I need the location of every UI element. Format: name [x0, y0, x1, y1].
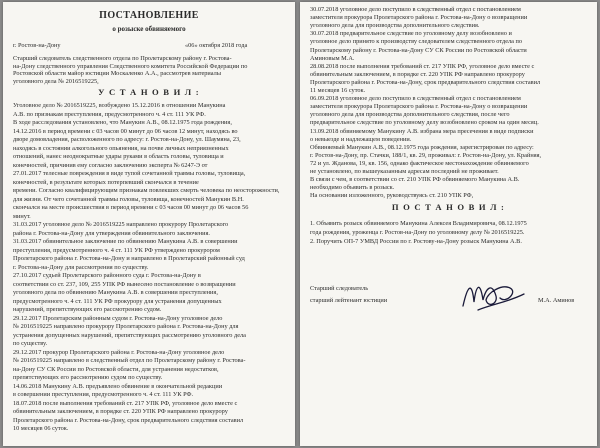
text-line: 27.10.2017 судьей Пролетарского районного суда г. Ростова-на-Дону в	[13, 272, 201, 279]
text-line: заместителя прокурора Пролетарского района г. Ростова-на-Дону о возвращении	[310, 14, 528, 22]
text-line: заместителя прокурора Пролетарского района г. Ростова-на-Дону о возвращении	[310, 103, 528, 111]
signature-role-1: Старший следователь	[310, 285, 369, 292]
text-line: 1. Объявить розыск обвиняемого Манукина Алексея Владимировича, 08.12.1975	[310, 220, 527, 227]
text-line: скончался на месте происшествия в период времени с 03 часов 00 минут до 06 часов 56	[13, 204, 249, 211]
text-line: предварительное следствие по уголовному делу возобновлено сроком на один месяц.	[310, 119, 539, 127]
text-line: 10 месяцев 06 суток.	[13, 425, 69, 432]
document-title: ПОСТАНОВЛЕНИЕ	[99, 10, 199, 21]
text-line: 28.08.2018 после выполнения требований ст. 217 УПК РФ, уголовное дело вместе с	[310, 62, 535, 70]
text-line: 18.07.2018 после выполнения требований ст. 217 УПК РФ, уголовное дело вместе с	[13, 399, 238, 407]
text-line: года рождения, уроженца г. Ростов-на-Дону по уголовному делу № 2016519225.	[310, 228, 525, 236]
text-line: А.В. по признакам преступления, предусмотренного ч. 4 ст. 111 УК РФ.	[13, 110, 206, 118]
text-line: 13.09.2018 обвиняемому Манукину А.В. избрана мера пресечения в виде подписки	[310, 127, 534, 135]
signature-role-2: старший лейтенант юстиции	[310, 297, 388, 304]
text-line: дворе домовладения, расположенного по адресу: г. Ростов-на-Дону, ул. Шаумяна, 23,	[13, 136, 241, 143]
left-page	[3, 2, 295, 446]
handwritten-signature	[458, 274, 528, 314]
text-line: преступления, предусмотренного ч. 4 ст. 111 УК РФ утверждено прокурором	[13, 246, 220, 254]
text-line: Аминовым М.А.	[310, 54, 355, 62]
document-date: «06» октября 2018 года	[185, 42, 248, 49]
text-line: 14.06.2018 Манукину А.В. предъявлено обвинение в окончательной редакции	[13, 382, 223, 390]
text-line: минут.	[13, 212, 31, 220]
ustanovil-heading: У С Т А Н О В И Л :	[98, 87, 200, 97]
text-line: Старший следователь следственного отдела по Пролетарскому району г. Ростова-	[13, 55, 232, 62]
text-line: 31.03.2017 обвинительное заключение по обвинению Манукина А.В. в совершении	[13, 238, 238, 245]
text-line: Пролетарскому району г. Ростова-на-Дону СУ СК России по Ростовской области	[310, 46, 527, 54]
text-line: обвинительным заключением, в порядке ст. 220 УПК РФ направлено прокурору	[310, 70, 525, 78]
text-line: 14.12.2016 в период времени с 03 часов 00 минут до 06 часов 12 минут, находясь во	[13, 127, 238, 135]
right-page	[300, 2, 597, 446]
text-line: конечностей, причинив ему согласно заключению эксперта № 6247-Э от	[13, 161, 208, 169]
text-line: 30.07.2018 уголовное дело поступило в следственный отдел с постановлением	[310, 6, 521, 13]
text-line: уголовного дела для производства дополнительного следствия.	[310, 22, 480, 30]
text-line: предусмотренного ч. 4 ст. 111 УК РФ прокурору для устранения допущенных	[13, 297, 222, 305]
text-line: необходимо объявить в розыск.	[310, 184, 395, 192]
text-line: 2. Поручить ОП-7 УМВД России по г. Ростову-на-Дону розыск Манукина А.В.	[310, 237, 522, 245]
document-subtitle: о розыске обвиняемого	[112, 25, 186, 33]
text-line: района г. Ростова-на-Дону для утверждения обвинительного заключения.	[13, 229, 211, 237]
text-line: уголовного дела по обвинению Манукина А.В. в совершении преступления,	[13, 289, 218, 296]
text-line: В связи с чем, в соответствии со ст. 210 УПК РФ обвиняемого Манукина А.В.	[310, 176, 520, 184]
text-line: 31.03.2017 уголовное дело № 2016519225 направлено прокурору Пролетарского	[13, 221, 229, 228]
text-line: соответствии со ст. 237, 109, 255 УПК РФ вынесено постановление о возвращении	[13, 280, 236, 288]
text-line: 72 и ул. Жданова, 19, кв. 156, однако фактическое местонахождение обвиняемого	[310, 159, 529, 167]
text-line: Пролетарского района г. Ростова-на-Дону, срок предварительного следствия составил	[13, 416, 244, 424]
text-line: 29.12.2017 прокурор Пролетарского района г. Ростова-на-Дону уголовное дело	[13, 348, 225, 356]
text-line: № 2016519225 направлено в следственный отдел по Пролетарскому району г. Ростова-	[13, 357, 246, 364]
text-line: уголовное дело принято к производству следователем следственного отдела по	[310, 38, 523, 46]
text-line: обвинительным заключением, в порядке ст. 220 УПК РФ направлено прокурору	[13, 408, 228, 415]
text-line: для жизни. От чего сочетанной травмы головы, туловища, конечностей Манукин В.Н.	[13, 195, 244, 203]
text-line: отношений, нанес неоднократные удары руками в область головы, туловища и	[13, 153, 224, 160]
text-line: времени. Согласно квалифицирующим признакам повлекших смерть человека по неосторожности,	[13, 187, 280, 194]
text-line: г. Ростов-на-Дону, пр. Стачки, 188/1, кв. 29, проживал: г. Ростов-на-Дону, ул. Крайняя,	[310, 151, 542, 159]
text-line: № 2016519225 направлено прокурору Пролетарского района г. Ростова-на-Дону для	[13, 323, 239, 330]
text-line: 29.12.2017 Пролетарским районным судом г. Ростова-на-Дону уголовное дело	[13, 314, 223, 322]
text-line: на-Дону СУ СК России по Ростовской области, для устранения недостатков,	[13, 365, 219, 373]
text-line: 30.07.2018 предварительное следствие по уголовному делу возобновлено и	[310, 30, 512, 38]
text-line: Пролетарского района г. Ростова-на-Дону, срок предварительного следствия составил	[310, 78, 541, 86]
text-line: о невыезде и надлежащем поведении.	[310, 135, 412, 143]
text-line: В ходе расследования установлено, что Манукин А.В., 08.12.1975 года рождения,	[13, 119, 232, 126]
text-line: 06.09.2018 уголовное дело поступило в следственный отдел с постановлением	[310, 95, 521, 103]
signature-name: М.А. Аминов	[538, 297, 575, 304]
text-line: Обвиняемый Манукин А.В., 08.12.1975 года рождения, зарегистрирован по адресу:	[310, 143, 534, 151]
text-line: препятствующих его рассмотрению судом по существу.	[13, 374, 163, 381]
text-line: 27.01.2017 телесные повреждения в виде тупой сочетанной травмы головы, туловища,	[13, 170, 246, 177]
text-line: находясь в состоянии алкогольного опьянения, на почве личных неприязненных	[13, 144, 229, 152]
text-line: уголовного дела для производства дополнительного следствия, после чего	[310, 111, 510, 119]
text-line: не установлено, по вышеуказанным адресам последний не проживает.	[310, 168, 499, 175]
text-line: конечностей, в результате которых потерпевший скончался в течение	[13, 178, 199, 186]
text-line: Пролетарского района г. Ростова-на-Дону и направлено в Пролетарский районный суд	[13, 255, 245, 262]
text-line: по существу.	[13, 340, 48, 347]
text-line: На основании изложенного, руководствуясь ст. 210 УПК РФ,	[310, 192, 474, 200]
text-line: 11 месяцев 16 суток.	[310, 87, 366, 94]
postanovil-heading: П О С Т А Н О В И Л :	[391, 202, 506, 212]
text-line: в совершении преступления, предусмотренного ч. 4 ст. 111 УК РФ.	[13, 391, 194, 398]
text-line: устранения допущенных нарушений, препятствующих рассмотрению уголовного дела	[13, 331, 246, 339]
text-line: Ростовской области майор юстиции Москаленко А.А., рассмотрев материалы	[13, 70, 222, 78]
text-line: нарушений, препятствующих его рассмотрению судом.	[13, 306, 162, 313]
text-line: Уголовное дело № 2016519225, возбуждено 15.12.2016 в отношении Манукина	[13, 102, 226, 109]
text-line: уголовного дела № 2016519225,	[13, 77, 99, 85]
document-city: г. Ростов-на-Дону	[13, 42, 61, 49]
text-line: г. Ростова-на-Дону для рассмотрения по существу.	[13, 263, 149, 271]
text-line: на-Дону следственного управления Следственного комитета Российской Федерации по	[13, 62, 248, 70]
